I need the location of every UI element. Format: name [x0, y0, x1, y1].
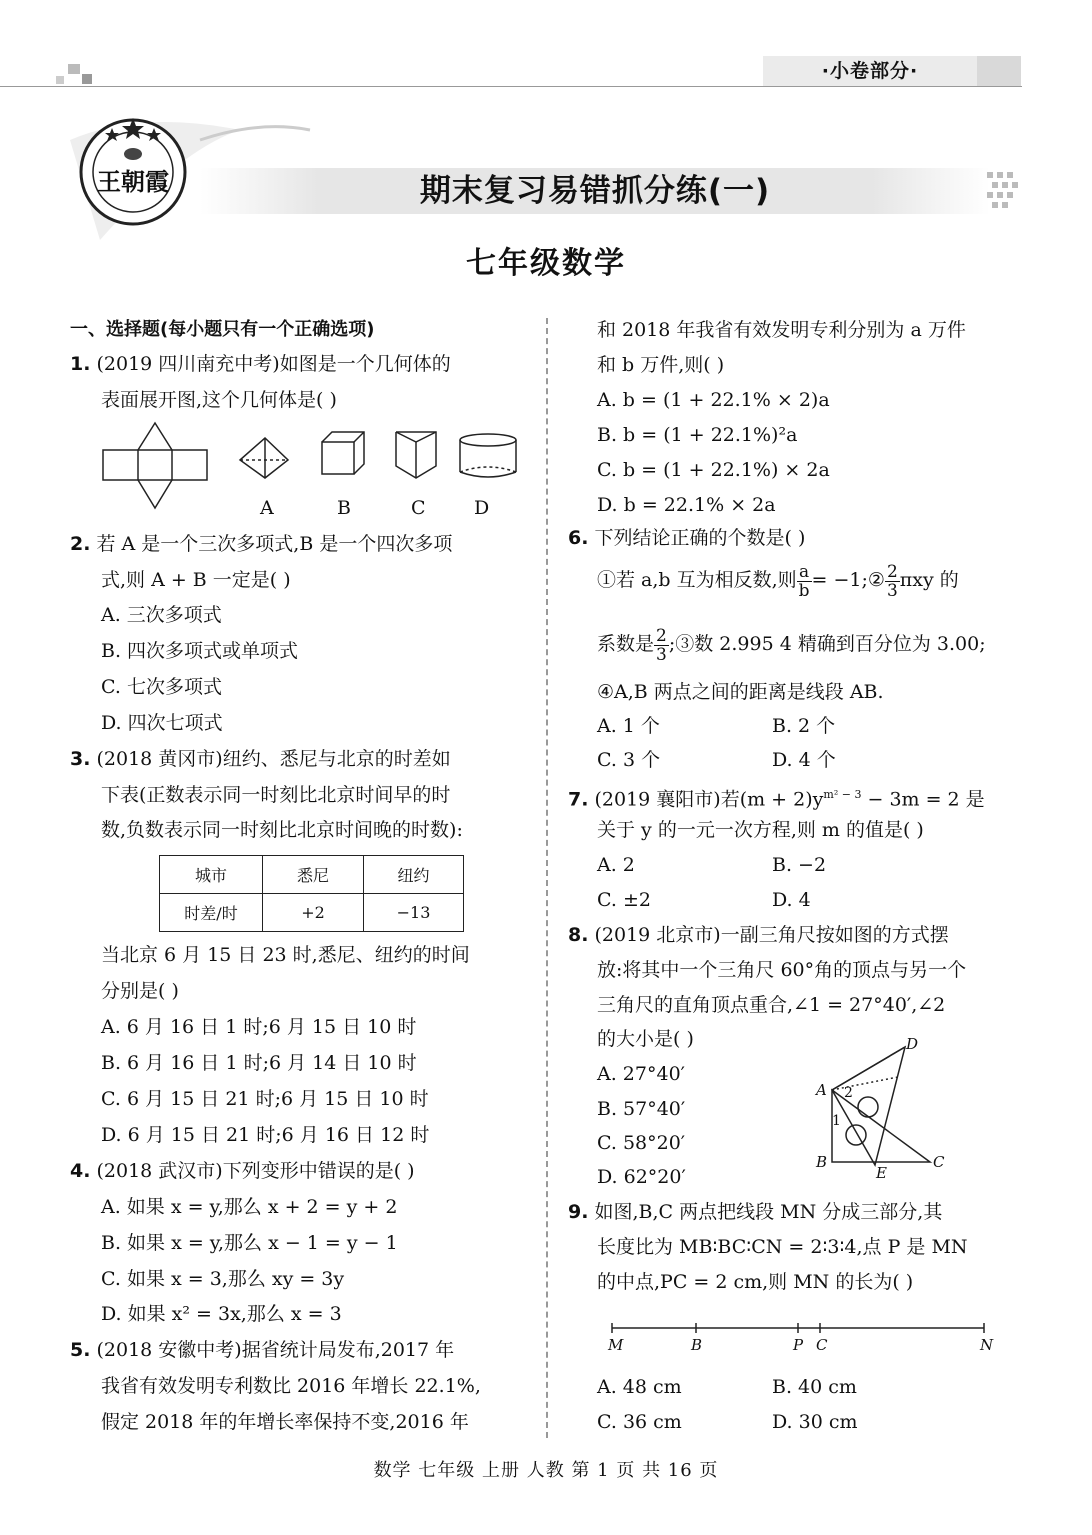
q5-option-c: C. b = (1 + 22.1%) × 2a	[597, 459, 830, 481]
q3-line2: 下表(正数表示同一时刻比北京时间早的时	[101, 784, 451, 806]
q2-line2: 式,则 A + B 一定是( )	[101, 569, 291, 591]
q6-text2a: ①若 a,b 互为相反数,则	[597, 569, 797, 591]
q7-line1	[568, 783, 985, 811]
q4-line1	[70, 1159, 415, 1183]
fraction: $\frac{2}{3}$	[886, 561, 898, 601]
q9-text1: 如图,B,C 两点把线段 MN 分成三部分,其	[594, 1201, 943, 1223]
q1-label-d: D	[474, 497, 490, 519]
q1-label-a: A	[260, 497, 274, 519]
q9-option-c: C. 36 cm	[597, 1411, 682, 1433]
q2-option-d: D. 四次七项式	[101, 712, 223, 734]
page-subtitle: 七年级数学	[466, 246, 626, 281]
q6-text1: 下列结论正确的个数是( )	[594, 527, 806, 549]
q1-net-figure	[100, 420, 530, 510]
q5-line4: 和 2018 年我省有效发明专利分别为 a 万件	[597, 319, 966, 341]
q9-option-a: A. 48 cm	[597, 1376, 682, 1398]
q1-line1	[70, 352, 451, 376]
section-tag: ·小卷部分·	[763, 56, 977, 86]
table-cell: −13	[364, 894, 464, 932]
q7-exponent: m² − 3	[823, 788, 862, 801]
q9-line3: 的中点,PC = 2 cm,则 MN 的长为( )	[597, 1271, 914, 1293]
q6-line1	[568, 526, 805, 550]
q5-option-d: D. b = 22.1% × 2a	[597, 494, 776, 516]
q9-option-b: B. 40 cm	[772, 1376, 857, 1398]
q3-option-b: B. 6 月 16 日 1 时;6 月 14 日 10 时	[101, 1052, 417, 1074]
q5-line3: 假定 2018 年的年增长率保持不变,2016 年	[101, 1411, 469, 1433]
q7-text1b: − 3m = 2 是	[861, 788, 985, 811]
q9-number: 9.	[568, 1201, 589, 1223]
q6-line2	[597, 560, 959, 600]
q6-text3b: ;③数 2.995 4 精确到百分位为 3.00;	[668, 633, 986, 655]
q6-text2b: = −1;②	[811, 569, 885, 591]
title-dots-decoration	[985, 168, 1025, 214]
point-label: D	[906, 1035, 919, 1053]
point-label: M	[608, 1336, 624, 1354]
q5-line5: 和 b 万件,则( )	[597, 354, 725, 376]
q2-number: 2.	[70, 533, 91, 555]
q5-option-b: B. b = (1 + 22.1%)²a	[597, 424, 798, 446]
table-row	[160, 894, 464, 932]
deco-square	[82, 74, 92, 84]
page-footer: 数学 七年级 上册 人教 第 1 页 共 16 页	[373, 1460, 719, 1481]
deco-square	[56, 76, 64, 84]
q9-line2: 长度比为 MB∶BC∶CN = 2∶3∶4,点 P 是 MN	[597, 1236, 968, 1258]
table-cell: +2	[263, 894, 364, 932]
q1-text1: (2019 四川南充中考)如图是一个几何体的	[96, 353, 451, 375]
table-header: 纽约	[364, 856, 464, 894]
q9-option-d: D. 30 cm	[772, 1411, 858, 1433]
q3-line1	[70, 747, 451, 771]
q7-text1a: (2019 襄阳市)若(m + 2)y	[594, 788, 824, 811]
fraction: $\frac{2}{3}$	[656, 625, 667, 665]
point-label: B	[816, 1153, 828, 1171]
q5-option-a: A. b = (1 + 22.1% × 2)a	[597, 389, 830, 411]
q9-line1	[568, 1200, 942, 1224]
q7-option-d: D. 4	[772, 889, 811, 911]
q8-line1	[568, 923, 949, 947]
table-cell: 时差/时	[160, 894, 263, 932]
q4-number: 4.	[70, 1160, 91, 1182]
q5-number: 5.	[70, 1339, 91, 1361]
q2-text1: 若 A 是一个三次多项式,B 是一个四次多项	[96, 533, 453, 555]
deco-square	[68, 64, 80, 74]
q8-text1: (2019 北京市)一副三角尺按如图的方式摆	[594, 924, 949, 946]
table-header: 城市	[160, 856, 263, 894]
q6-option-a: A. 1 个	[597, 715, 660, 737]
q7-option-a: A. 2	[597, 854, 635, 876]
q6-text2c: πxy 的	[899, 569, 959, 591]
q3-line5: 分别是( )	[101, 980, 179, 1002]
q5-line2: 我省有效发明专利数比 2016 年增长 22.1%,	[101, 1375, 481, 1397]
q8-option-a: A. 27°40′	[597, 1063, 685, 1085]
q4-option-b: B. 如果 x = y,那么 x − 1 = y − 1	[101, 1232, 398, 1254]
header-rule	[0, 86, 1022, 87]
q4-text1: (2018 武汉市)下列变形中错误的是( )	[96, 1160, 415, 1182]
q6-line4: ④A,B 两点之间的距离是线段 AB.	[597, 681, 884, 703]
point-label: B	[691, 1336, 703, 1354]
q6-option-b: B. 2 个	[772, 715, 836, 737]
point-label: P	[793, 1336, 804, 1354]
angle-label: 2	[844, 1085, 853, 1101]
q8-option-b: B. 57°40′	[597, 1098, 686, 1120]
q3-line3: 数,负数表示同一时刻比北京时间晚的时数):	[101, 819, 463, 841]
q2-line1	[70, 532, 452, 556]
point-label: C	[933, 1153, 945, 1171]
q2-option-c: C. 七次多项式	[101, 676, 222, 698]
q1-label-c: C	[411, 497, 426, 519]
q7-option-b: B. −2	[772, 854, 827, 876]
q3-option-a: A. 6 月 16 日 1 时;6 月 15 日 10 时	[101, 1016, 417, 1038]
q2-option-b: B. 四次多项式或单项式	[101, 640, 299, 662]
q8-triangle-figure	[810, 1035, 950, 1182]
page-title: 期末复习易错抓分练(一)	[419, 173, 771, 209]
time-difference-table	[159, 855, 464, 932]
q4-option-a: A. 如果 x = y,那么 x + 2 = y + 2	[101, 1196, 398, 1218]
table-header: 悉尼	[263, 856, 364, 894]
q3-line4: 当北京 6 月 15 日 23 时,悉尼、纽约的时间	[101, 944, 470, 966]
point-label: E	[876, 1164, 887, 1182]
q1-label-b: B	[337, 497, 351, 519]
q8-option-c: C. 58°20′	[597, 1132, 686, 1154]
q8-number: 8.	[568, 924, 589, 946]
q8-line3: 三角尺的直角顶点重合,∠1 = 27°40′,∠2	[597, 994, 946, 1016]
q7-number: 7.	[568, 788, 589, 811]
fraction: $\frac{a}{b}$	[798, 561, 810, 601]
q1-line2: 表面展开图,这个几何体是( )	[101, 389, 337, 411]
q3-option-c: C. 6 月 15 日 21 时;6 月 15 日 10 时	[101, 1088, 429, 1110]
q7-option-c: C. ±2	[597, 889, 651, 911]
point-label: N	[980, 1336, 994, 1354]
q6-line3	[597, 624, 986, 664]
q3-text1: (2018 黄冈市)纽约、悉尼与北京的时差如	[96, 748, 451, 770]
q6-option-d: D. 4 个	[772, 749, 836, 771]
brand-seal-text: 王朝霞	[97, 167, 169, 196]
section-heading: 一、选择题(每小题只有一个正确选项)	[70, 319, 375, 340]
q6-option-c: C. 3 个	[597, 749, 661, 771]
point-label: C	[816, 1336, 828, 1354]
q5-text1: (2018 安徽中考)据省统计局发布,2017 年	[96, 1339, 455, 1361]
column-divider	[546, 318, 548, 1438]
q6-number: 6.	[568, 527, 589, 549]
q7-line2: 关于 y 的一元一次方程,则 m 的值是( )	[597, 819, 924, 841]
q9-segment-figure	[600, 1318, 1000, 1358]
q1-number: 1.	[70, 353, 91, 375]
q6-text3a: 系数是	[597, 633, 655, 655]
point-label: A	[816, 1081, 827, 1099]
q4-option-d: D. 如果 x² = 3x,那么 x = 3	[101, 1303, 342, 1325]
q5-line1	[70, 1338, 454, 1362]
q3-number: 3.	[70, 748, 91, 770]
q4-option-c: C. 如果 x = 3,那么 xy = 3y	[101, 1268, 345, 1290]
angle-label: 1	[832, 1113, 841, 1129]
table-row	[160, 856, 464, 894]
q8-option-d: D. 62°20′	[597, 1166, 686, 1188]
q2-option-a: A. 三次多项式	[101, 604, 222, 626]
q8-line4: 的大小是( )	[597, 1028, 694, 1050]
q8-line2: 放:将其中一个三角尺 60°角的顶点与另一个	[597, 959, 967, 981]
q3-option-d: D. 6 月 15 日 21 时;6 月 16 日 12 时	[101, 1124, 430, 1146]
